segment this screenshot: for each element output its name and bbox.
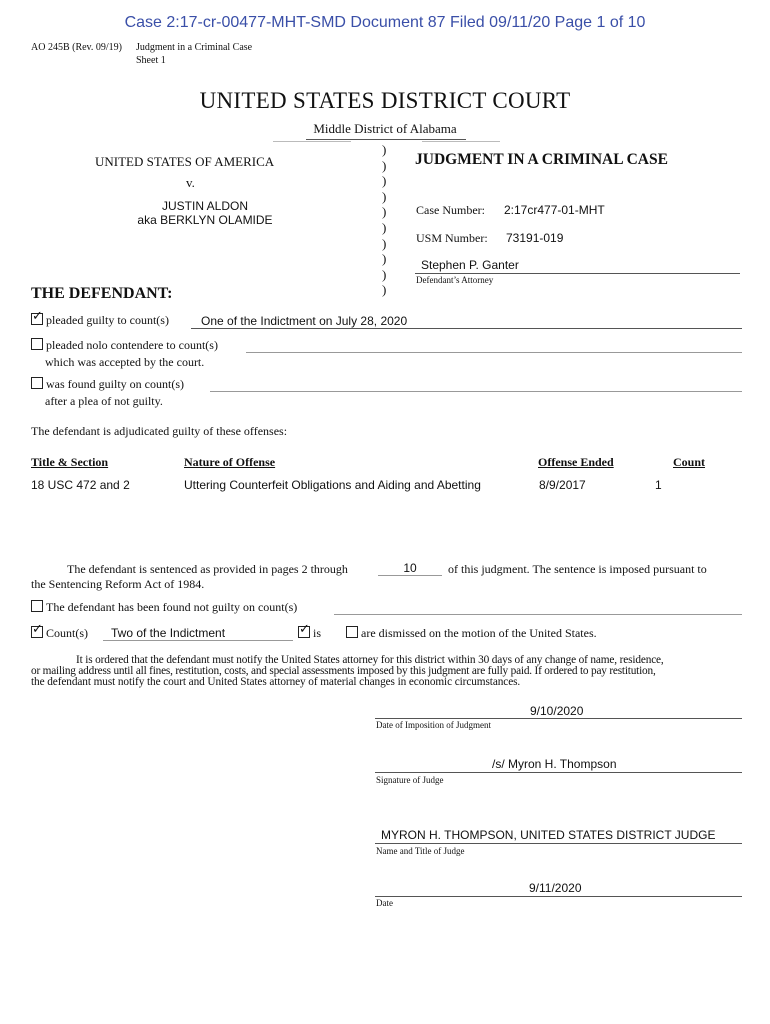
court-title: UNITED STATES DISTRICT COURT — [199, 88, 571, 113]
pleaded-guilty-value: One of the Indictment on July 28, 2020 — [201, 314, 408, 328]
col-title-section: Title & Section — [31, 455, 109, 469]
not-guilty-checkbox[interactable] — [31, 600, 43, 612]
court-district: Middle District of Alabama — [313, 121, 457, 136]
counts-row — [31, 626, 88, 641]
nolo-label-2: which was accepted by the court. — [45, 355, 205, 369]
offense-title: 18 USC 472 and 2 — [31, 478, 130, 492]
not-guilty-row — [31, 600, 297, 615]
counts-checkbox[interactable] — [31, 626, 43, 638]
date-label: Date — [376, 898, 393, 908]
nolo-checkbox[interactable] — [31, 338, 43, 350]
col-nature: Nature of Offense — [184, 455, 276, 469]
sentence-text: The defendant is sentenced as provided in pages 2 through — [67, 562, 348, 576]
case-header: Case 2:17-cr-00477-MHT-SMD Document 87 Filed 09/11/20 Page 1 of 10 — [124, 14, 646, 31]
is-label: is — [313, 626, 322, 640]
are-row — [346, 626, 597, 641]
judge-name-title: MYRON H. THOMPSON, UNITED STATES DISTRICT JUDGE — [381, 828, 716, 842]
imposition-date-label: Date of Imposition of Judgment — [376, 720, 491, 730]
not-guilty-label: The defendant has been found not guilty on count(s) — [46, 600, 298, 614]
pleaded-guilty-checkbox[interactable] — [31, 313, 43, 325]
nolo-row — [31, 338, 218, 353]
defense-attorney: Stephen P. Ganter — [421, 258, 519, 272]
defendant-alias: aka BERKLYN OLAMIDE — [137, 213, 273, 227]
offense-nature: Uttering Counterfeit Obligations and Aiding and Abetting — [184, 478, 481, 492]
pleaded-guilty-row — [31, 313, 169, 328]
signature-label: Signature of Judge — [376, 775, 444, 785]
offenses-intro: The defendant is adjudicated guilty of these offenses: — [31, 424, 288, 438]
versus-label: v. — [186, 175, 195, 190]
parenthesis-column: ) ) ) ) ) ) ) ) ) ) — [382, 142, 387, 298]
sentence-text-line2: the Sentencing Reform Act of 1984. — [31, 577, 205, 591]
is-checkbox[interactable] — [298, 626, 310, 638]
form-sheet: Sheet 1 — [136, 55, 166, 66]
sentence-text-after: of this judgment. The sentence is imposed pursuant to — [448, 562, 707, 576]
imposition-date: 9/10/2020 — [530, 704, 584, 718]
col-offense-ended: Offense Ended — [538, 455, 614, 469]
found-guilty-label: was found guilty on count(s) — [46, 377, 184, 391]
notice-line-2: or mailing address until all fines, restitution, costs, and special assessments imposed by this judgment are fully paid. If ordered to pay restitution, — [31, 665, 656, 677]
usm-number: 73191-019 — [506, 231, 564, 245]
signed-date: 9/11/2020 — [529, 881, 582, 895]
case-number-label: Case Number: — [416, 203, 485, 217]
are-label: are dismissed on the motion of the United States. — [361, 626, 597, 640]
notice-line-3: the defendant must notify the court and United States attorney of material changes in economic circumstances. — [31, 676, 521, 688]
pleaded-guilty-label: pleaded guilty to count(s) — [46, 313, 169, 327]
found-guilty-label-2: after a plea of not guilty. — [45, 394, 163, 408]
found-guilty-row — [31, 377, 184, 392]
usm-label: USM Number: — [416, 231, 488, 245]
sentence-pages: 10 — [403, 561, 417, 575]
name-title-label: Name and Title of Judge — [376, 846, 465, 856]
plaintiff-name: UNITED STATES OF AMERICA — [95, 154, 275, 169]
offense-count: 1 — [655, 478, 662, 492]
nolo-label: pleaded nolo contendere to count(s) — [46, 338, 218, 352]
counts-label: Count(s) — [46, 626, 88, 640]
are-checkbox[interactable] — [346, 626, 358, 638]
defendant-heading: THE DEFENDANT: — [31, 285, 173, 302]
judgment-title: JUDGMENT IN A CRIMINAL CASE — [415, 151, 668, 168]
defendant-name: JUSTIN ALDON — [161, 199, 248, 213]
notice-line-1: It is ordered that the defendant must notify the United States attorney for this district within 30 days of any change of name, residence, — [76, 654, 664, 666]
col-count: Count — [673, 455, 706, 469]
found-guilty-checkbox[interactable] — [31, 377, 43, 389]
offense-ended: 8/9/2017 — [539, 478, 586, 492]
attorney-label: Defendant’s Attorney — [416, 275, 494, 285]
judge-signature: /s/ Myron H. Thompson — [492, 757, 617, 771]
form-code: AO 245B (Rev. 09/19) — [31, 42, 123, 53]
counts-value: Two of the Indictment — [111, 626, 226, 640]
is-row — [298, 626, 321, 641]
form-name: Judgment in a Criminal Case — [136, 42, 253, 53]
case-number: 2:17cr477-01-MHT — [504, 203, 605, 217]
